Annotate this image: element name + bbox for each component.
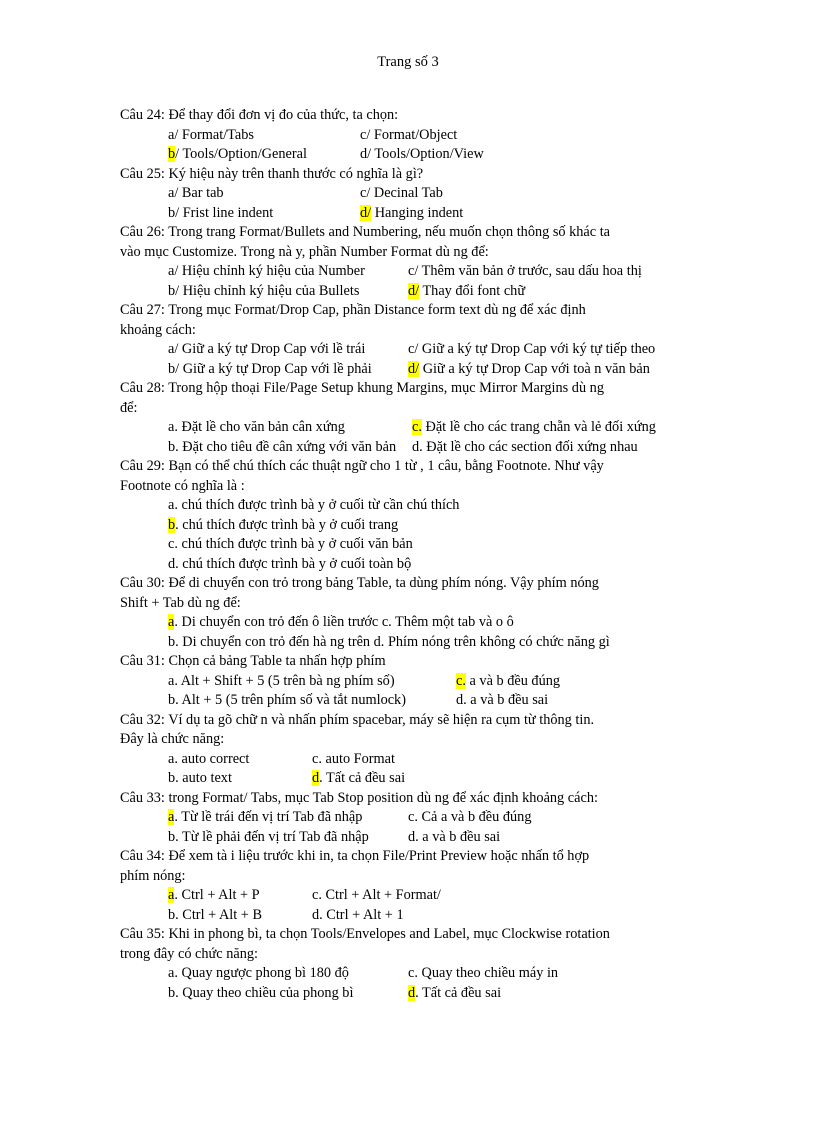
question-line: Câu 27: Trong mục Format/Drop Cap, phần Distance form text dù ng để xác định (120, 302, 586, 318)
option-right (312, 769, 405, 789)
option-right (412, 438, 638, 458)
option-text: a/ Giữ a ký tự Drop Cap với lề trái (168, 341, 366, 357)
question-line: khoảng cách: (120, 321, 196, 338)
question-list (120, 106, 700, 1003)
question-line: Câu 25: Ký hiệu này trên thanh thước có nghĩa là gì? (120, 165, 424, 182)
answer-highlight: b (168, 516, 176, 533)
option-text: d. Đặt lề cho các section đối xứng nhau (412, 438, 638, 455)
option-text: b. auto text (168, 770, 232, 786)
question-line: Câu 26: Trong trang Format/Bullets and Numbering, nếu muốn chọn thông số khác ta (120, 224, 611, 240)
option-pair (120, 828, 700, 848)
option-text: d. a và b đều sai (456, 692, 549, 708)
option-left (168, 964, 408, 984)
option-right (456, 691, 548, 711)
option-text: a. Alt + Shift + 5 (5 trên bà ng phím số) (168, 672, 395, 689)
option-text: c/ Format/Object (360, 126, 458, 143)
answer-highlight: d/ (408, 282, 420, 299)
option-text: d. a và b đều sai (408, 828, 501, 845)
option-right (360, 184, 443, 204)
question-line: Câu 28: Trong hộp thoại File/Page Setup khung Margins, mục Mirror Margins dù ng (120, 380, 604, 396)
option-left (168, 204, 360, 224)
question-line: Câu 31: Chọn cả bảng Table ta nhấn hợp phím (120, 653, 386, 669)
option-left (168, 126, 360, 146)
option-text: b. Ctrl + Alt + B (168, 906, 262, 923)
answer-highlight: d/ (408, 360, 420, 377)
option-text: c. chú thích được trình bà y ở cuối văn bản (168, 536, 413, 552)
option-text: c/ Thêm văn bản ở trước, sau dấu hoa thị (408, 263, 642, 279)
option-right (312, 886, 441, 906)
option-right (360, 126, 457, 146)
option-text: c/ Giữ a ký tự Drop Cap với ký tự tiếp theo (408, 341, 656, 357)
option-line (120, 516, 700, 536)
option-left (168, 184, 360, 204)
option-text: a. Quay ngược phong bì 180 độ (168, 965, 349, 981)
option (168, 517, 398, 533)
option-right (408, 964, 558, 984)
option-pair (120, 672, 700, 692)
option-text: b. Quay theo chiều của phong bì (168, 984, 354, 1001)
option-pair (120, 984, 700, 1004)
option-left (168, 828, 408, 848)
option-left (168, 886, 312, 906)
option-text: Đặt lề cho các trang chẵn và lẻ đối xứng (421, 419, 656, 435)
option-right (408, 340, 655, 360)
option (168, 536, 413, 552)
option-text: . chú thích được trình bà y ở cuối trang (175, 516, 399, 533)
option-text: . Tất cả đều sai (415, 984, 502, 1001)
answer-highlight: a (168, 809, 175, 825)
option-left (168, 808, 408, 828)
answer-highlight: d (312, 770, 320, 786)
option-left (168, 282, 408, 302)
option-text: b. Đặt cho tiêu đề cân xứng với văn bản (168, 438, 397, 455)
option-left (168, 769, 312, 789)
option-text: . Tất cả đều sai (319, 770, 406, 786)
option-text: d/ Tools/Option/View (360, 146, 484, 162)
question-line: Câu 35: Khi in phong bì, ta chọn Tools/Envelopes and Label, mục Clockwise rotation (120, 926, 610, 942)
option-text: c/ Decinal Tab (360, 185, 443, 201)
option-text: a và b đều đúng (465, 672, 561, 689)
option-pair (120, 340, 700, 360)
question-line: Footnote có nghĩa là : (120, 477, 245, 494)
option (168, 556, 411, 572)
page-header: Trang số 3 (377, 54, 439, 70)
option-text: b/ Hiệu chỉnh ký hiệu của Bullets (168, 282, 360, 299)
option-right (408, 262, 642, 282)
option-pair (120, 886, 700, 906)
answer-highlight: c. (456, 672, 466, 689)
question-line: Câu 33: trong Format/ Tabs, mục Tab Stop position dù ng để xác định khoảng cách: (120, 789, 598, 806)
option-pair (120, 906, 700, 926)
option-pair (120, 438, 700, 458)
option-right (408, 360, 650, 380)
option-left (168, 906, 312, 926)
question-line: để: (120, 399, 138, 416)
question-line: Câu 32: Ví dụ ta gõ chữ n và nhấn phím spacebar, máy sẽ hiện ra cụm từ thông tin. (120, 711, 595, 728)
option-text: b/ Frist line indent (168, 204, 274, 221)
option-pair (120, 418, 700, 438)
option-left (168, 262, 408, 282)
option-left (168, 360, 408, 380)
option-line (120, 496, 700, 516)
option-right (412, 418, 656, 438)
option-line (120, 633, 700, 653)
answer-highlight: a (168, 614, 175, 630)
option-text: d. Ctrl + Alt + 1 (312, 906, 404, 923)
option-pair (120, 691, 700, 711)
option-text: . Từ lề trái đến vị trí Tab đã nhập (174, 809, 363, 825)
option-text: . Ctrl + Alt + P (174, 887, 260, 903)
question-line: Shift + Tab dù ng để: (120, 594, 241, 611)
question-line: Câu 30: Để di chuyển con trỏ trong bảng Table, ta dùng phím nóng. Vậy phím nóng (120, 575, 599, 591)
option-text: . Di chuyển con trỏ đến ô liền trước c. Thêm một tab và o ô (174, 614, 514, 630)
option-text: b. Từ lề phải đến vị trí Tab đã nhập (168, 828, 369, 845)
option-line (120, 613, 700, 633)
option-right (408, 282, 525, 302)
option-right (456, 672, 560, 692)
option-text: Thay đổi font chữ (419, 282, 526, 299)
option-pair (120, 360, 700, 380)
option-right (408, 828, 500, 848)
option-text: a/ Format/Tabs (168, 126, 254, 143)
option-left (168, 672, 456, 692)
option-text: a. chú thích được trình bà y ở cuối từ cần chú thích (168, 497, 460, 513)
option-pair (120, 769, 700, 789)
question-line: vào mục Customize. Trong nà y, phần Number Format dù ng để: (120, 243, 489, 260)
option-text: a. auto correct (168, 750, 250, 767)
option-left (168, 984, 408, 1004)
option-text: b. Di chuyển con trỏ đến hà ng trên d. Phím nóng trên không có chức năng gì (168, 633, 610, 650)
option-pair (120, 750, 700, 770)
option-text: Giữ a ký tự Drop Cap với toà n văn bản (419, 360, 650, 377)
option-pair (120, 964, 700, 984)
question-line: trong đây có chức năng: (120, 945, 258, 962)
option-right (312, 750, 395, 770)
option-text: a. Đặt lề cho văn bản cân xứng (168, 419, 345, 435)
option (168, 614, 514, 630)
option-text: c. auto Format (312, 750, 395, 767)
option-right (360, 204, 463, 224)
option-text: b/ Giữ a ký tự Drop Cap với lề phải (168, 360, 372, 377)
option-left (168, 691, 456, 711)
answer-highlight: b (168, 146, 176, 162)
option-text: d. chú thích được trình bà y ở cuối toàn bộ (168, 555, 412, 572)
option-line (120, 555, 700, 575)
option-right (312, 906, 404, 926)
question-line: Câu 29: Bạn có thể chú thích các thuật ngữ cho 1 từ , 1 câu, bằng Footnote. Như vậy (120, 458, 604, 474)
option-pair (120, 282, 700, 302)
option-pair (120, 145, 700, 165)
option-pair (120, 204, 700, 224)
answer-highlight: a (168, 887, 175, 903)
option-left (168, 750, 312, 770)
answer-highlight: d (408, 984, 416, 1001)
question-line: Đây là chức năng: (120, 731, 225, 747)
option-left (168, 418, 412, 438)
option-right (408, 808, 531, 828)
option-text: a/ Hiệu chỉnh ký hiệu của Number (168, 263, 365, 279)
question-line: Câu 34: Để xem tà i liệu trước khi in, ta chọn File/Print Preview hoặc nhấn tổ hợp (120, 848, 590, 864)
option-text: b. Alt + 5 (5 trên phím số và tắt numlock) (168, 692, 406, 708)
option-text: c. Ctrl + Alt + Format/ (312, 887, 441, 903)
option-left (168, 340, 408, 360)
option-left (168, 438, 412, 458)
option-pair (120, 184, 700, 204)
option (168, 497, 459, 513)
answer-highlight: c. (412, 419, 422, 435)
option-right (408, 984, 501, 1004)
option-right (360, 145, 484, 165)
option-text: Hanging indent (371, 204, 464, 221)
option-text: a/ Bar tab (168, 185, 224, 201)
option-text: c. Quay theo chiều máy in (408, 965, 559, 981)
question-line: Câu 24: Để thay đổi đơn vị đo của thức, ta chọn: (120, 107, 399, 123)
answer-highlight: d/ (360, 204, 372, 221)
option-pair (120, 808, 700, 828)
option (168, 634, 610, 650)
option-pair (120, 126, 700, 146)
option-text: c. Cả a và b đều đúng (408, 809, 532, 825)
question-line: phím nóng: (120, 867, 186, 884)
option-text: / Tools/Option/General (175, 146, 307, 162)
option-pair (120, 262, 700, 282)
option-left (168, 145, 360, 165)
option-line (120, 535, 700, 555)
